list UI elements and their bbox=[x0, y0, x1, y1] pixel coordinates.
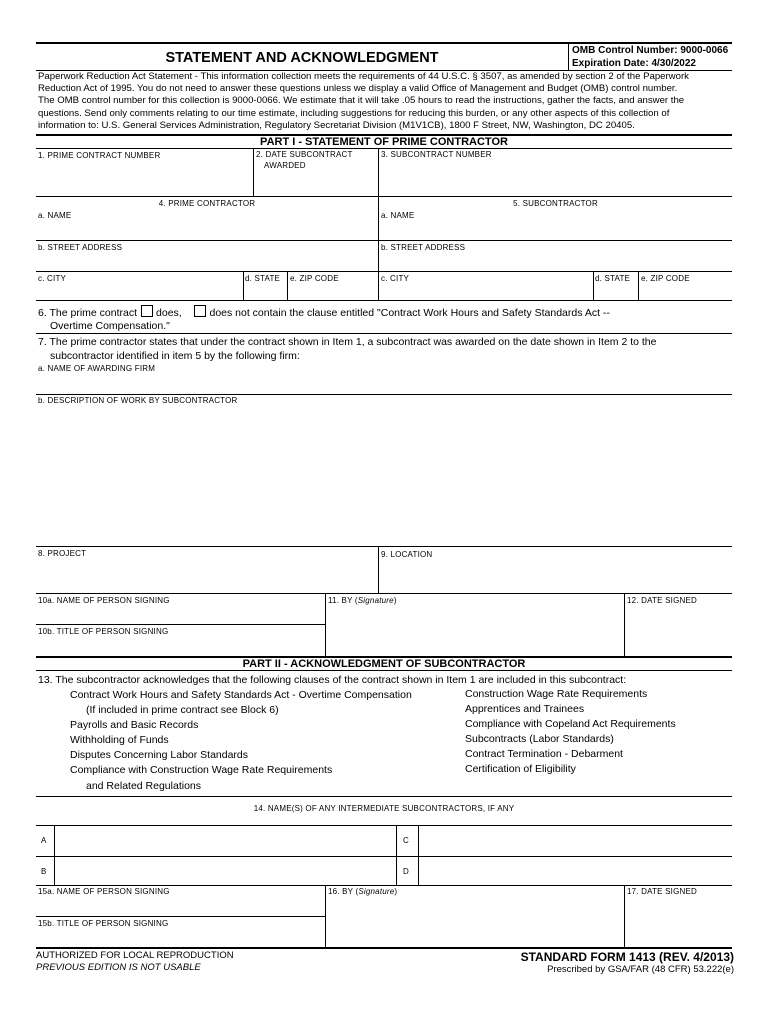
rule bbox=[36, 593, 732, 594]
divider bbox=[418, 825, 419, 885]
rule bbox=[36, 196, 732, 197]
omb-expiration-date: Expiration Date: 4/30/2022 bbox=[572, 58, 696, 69]
clause: Disputes Concerning Labor Standards bbox=[70, 749, 249, 762]
rule bbox=[36, 300, 732, 301]
title-person-signing-label: 10b. TITLE OF PERSON SIGNING bbox=[38, 627, 169, 636]
sub-street-label: b. STREET ADDRESS bbox=[381, 243, 466, 252]
divider bbox=[624, 885, 625, 948]
signature-label-prefix: 11. BY ( bbox=[328, 596, 358, 605]
clause: Compliance with Copeland Act Requirements bbox=[465, 718, 676, 731]
date-signed-label: 12. DATE SIGNED bbox=[627, 596, 697, 605]
row-b-label: B bbox=[41, 867, 47, 876]
sub-name-label: a. NAME bbox=[381, 211, 415, 220]
paperwork-line: questions. Send only comments relating to our time estimate, including suggestions for reducing this burden, or any other aspects of this collection of bbox=[38, 107, 670, 119]
omb-control-number: OMB Control Number: 9000-0066 bbox=[572, 45, 729, 56]
row-a-label: A bbox=[41, 836, 47, 845]
left-clauses bbox=[70, 688, 412, 794]
awarding-firm-label: a. NAME OF AWARDING FIRM bbox=[38, 364, 156, 373]
intermediate-subcontractors-label: 14. NAME(S) OF ANY INTERMEDIATE SUBCONTRACTORS, IF ANY bbox=[253, 804, 515, 813]
name-person-signing-field[interactable] bbox=[40, 607, 322, 623]
omb-divider bbox=[568, 43, 569, 71]
sub-zip-label: e. ZIP CODE bbox=[641, 274, 690, 283]
divider bbox=[325, 885, 326, 948]
prime-street-label: b. STREET ADDRESS bbox=[38, 243, 123, 252]
form-title: STATEMENT AND ACKNOWLEDGMENT bbox=[165, 50, 439, 66]
sub-title-person-signing-field[interactable] bbox=[40, 930, 322, 946]
sub-state-label: d. STATE bbox=[595, 274, 631, 283]
rule bbox=[36, 333, 732, 334]
sub-street-field[interactable] bbox=[382, 254, 728, 270]
prime-name-label: a. NAME bbox=[38, 211, 72, 220]
signature-label-suffix: ) bbox=[393, 596, 397, 605]
sub-zip-field[interactable] bbox=[641, 284, 729, 299]
item6-does-not-label: does not contain the clause entitled "Contract Work Hours and Safety Standards Act -- bbox=[209, 307, 610, 319]
right-clauses bbox=[465, 687, 676, 778]
intermediate-sub-b-field[interactable] bbox=[57, 859, 393, 883]
prime-street-field[interactable] bbox=[40, 254, 374, 270]
standard-form-number: STANDARD FORM 1413 (REV. 4/2013) bbox=[520, 950, 734, 964]
subcontract-number-field[interactable] bbox=[382, 162, 728, 193]
prime-contractor-label: 4. PRIME CONTRACTOR bbox=[158, 199, 256, 208]
divider bbox=[378, 148, 379, 196]
clause: (If included in prime contract see Block 6) bbox=[86, 704, 279, 717]
row-d-label: D bbox=[403, 867, 409, 876]
item7-line2: subcontractor identified in item 5 by the following firm: bbox=[50, 350, 300, 362]
item7-statement: 7. The prime contractor states that under the contract shown in Item 1, a subcontract was awarded on the date shown in Item 2 to the bbox=[38, 336, 657, 348]
rule bbox=[36, 394, 732, 395]
clause: Payrolls and Basic Records bbox=[70, 719, 199, 732]
item6-prefix: 6. The prime contract bbox=[38, 307, 138, 319]
prime-contract-number-field[interactable] bbox=[40, 163, 250, 193]
paperwork-line: The OMB control number for this collection is 9000-0066. We estimate that it will take .05 hours to read the instructions, gather the facts, and answer the bbox=[38, 95, 685, 107]
prime-state-field[interactable] bbox=[246, 284, 284, 299]
divider bbox=[253, 148, 254, 196]
paperwork-line: Paperwork Reduction Act Statement - This information collection meets the requirements of 44 U.S.C. § 3507, as amended by section 2 of the Paperwork bbox=[38, 71, 689, 82]
clause: Contract Termination - Debarment bbox=[465, 748, 623, 761]
clause: Certification of Eligibility bbox=[465, 763, 576, 776]
divider bbox=[378, 196, 379, 300]
prime-zip-field[interactable] bbox=[290, 284, 375, 299]
intermediate-sub-c-field[interactable] bbox=[421, 828, 729, 854]
prime-name-field[interactable] bbox=[40, 222, 374, 239]
description-of-work-field[interactable] bbox=[40, 408, 728, 544]
subcontract-number-label: 3. SUBCONTRACT NUMBER bbox=[381, 150, 492, 159]
prime-zip-label: e. ZIP CODE bbox=[290, 274, 339, 283]
rule bbox=[36, 885, 732, 886]
rule bbox=[36, 796, 732, 797]
rule bbox=[36, 546, 732, 547]
divider bbox=[54, 825, 55, 885]
sub-date-signed-label: 17. DATE SIGNED bbox=[627, 887, 697, 896]
location-label: 9. LOCATION bbox=[381, 550, 433, 559]
signature-field[interactable] bbox=[328, 607, 620, 653]
item6-statement bbox=[38, 305, 610, 320]
does-not-checkbox[interactable] bbox=[194, 305, 206, 317]
awarding-firm-field[interactable] bbox=[40, 375, 728, 393]
rule bbox=[36, 670, 732, 671]
clause: Withholding of Funds bbox=[70, 734, 169, 747]
divider bbox=[593, 271, 594, 300]
item6-line2: Overtime Compensation." bbox=[50, 320, 170, 332]
clause: Subcontracts (Labor Standards) bbox=[465, 733, 614, 746]
paperwork-line: information to: U.S. General Services Administration, Regulatory Secretariat Division (M1V1CB), 1800 F Street, NW, Washington, DC 20405. bbox=[38, 119, 635, 131]
intermediate-sub-a-field[interactable] bbox=[57, 828, 393, 854]
prime-city-label: c. CITY bbox=[38, 274, 67, 283]
sub-name-person-signing-label: 15a. NAME OF PERSON SIGNING bbox=[38, 887, 170, 896]
rule bbox=[36, 624, 325, 625]
rule bbox=[36, 916, 325, 917]
clause: Construction Wage Rate Requirements bbox=[465, 688, 648, 700]
divider bbox=[325, 593, 326, 656]
clause: and Related Regulations bbox=[86, 779, 201, 792]
location-field[interactable] bbox=[382, 562, 728, 590]
sub-state-field[interactable] bbox=[596, 284, 636, 299]
sub-date-signed-field[interactable] bbox=[627, 898, 729, 945]
divider bbox=[378, 546, 379, 593]
rule bbox=[36, 856, 732, 857]
name-person-signing-label: 10a. NAME OF PERSON SIGNING bbox=[38, 596, 170, 605]
item6-does-label: does, bbox=[156, 307, 182, 319]
row-c-label: C bbox=[403, 836, 409, 845]
sub-name-person-signing-field[interactable] bbox=[40, 898, 322, 914]
divider bbox=[638, 271, 639, 300]
rule bbox=[36, 271, 732, 272]
description-of-work-label: b. DESCRIPTION OF WORK BY SUBCONTRACTOR bbox=[38, 396, 238, 405]
signature-label bbox=[328, 596, 397, 606]
item13-statement: 13. The subcontractor acknowledges that the following clauses of the contract shown in Item 1 are included in this subcontract: bbox=[38, 674, 627, 686]
title-person-signing-field[interactable] bbox=[40, 638, 322, 654]
prime-contract-number-label: 1. PRIME CONTRACT NUMBER bbox=[38, 151, 161, 160]
top-border bbox=[36, 42, 732, 44]
sub-city-label: c. CITY bbox=[381, 274, 410, 283]
divider bbox=[624, 593, 625, 656]
sub-signature-label bbox=[328, 887, 397, 897]
sub-signature-label-prefix: 16. BY ( bbox=[328, 887, 359, 896]
sub-signature-field[interactable] bbox=[328, 898, 620, 945]
prime-city-field[interactable] bbox=[40, 284, 240, 299]
clause: Apprentices and Trainees bbox=[465, 703, 585, 716]
divider bbox=[287, 271, 288, 300]
authorized-reproduction: AUTHORIZED FOR LOCAL REPRODUCTION bbox=[36, 950, 234, 961]
subcontractor-label: 5. SUBCONTRACTOR bbox=[513, 199, 598, 208]
paperwork-line: Reduction Act of 1995. You do not need to answer these questions unless we display a valid Office of Management and Budget (OMB) control number. bbox=[38, 83, 678, 95]
intermediate-sub-d-field[interactable] bbox=[421, 859, 729, 883]
project-field[interactable] bbox=[40, 560, 374, 590]
date-subcontract-awarded-field[interactable] bbox=[256, 173, 374, 193]
part1-title: PART I - STATEMENT OF PRIME CONTRACTOR bbox=[260, 136, 508, 148]
sub-name-field[interactable] bbox=[382, 222, 728, 239]
sub-signature-word: Signature bbox=[358, 887, 395, 896]
previous-edition-note: PREVIOUS EDITION IS NOT USABLE bbox=[36, 962, 201, 973]
divider bbox=[396, 825, 397, 885]
date-subcontract-awarded-label: 2. DATE SUBCONTRACT bbox=[256, 150, 353, 159]
sub-city-field[interactable] bbox=[382, 284, 590, 299]
clause: Compliance with Construction Wage Rate Requirements bbox=[70, 764, 333, 777]
clause: Contract Work Hours and Safety Standards Act - Overtime Compensation bbox=[70, 689, 412, 701]
prime-state-label: d. STATE bbox=[245, 274, 281, 283]
prescribed-by: Prescribed by GSA/FAR (48 CFR) 53.222(e) bbox=[547, 964, 734, 975]
rule bbox=[36, 825, 732, 826]
signature-word: Signature bbox=[357, 596, 394, 605]
date-subcontract-awarded-label-2: AWARDED bbox=[264, 161, 306, 170]
bottom-border bbox=[36, 947, 732, 949]
project-label: 8. PROJECT bbox=[38, 549, 87, 558]
part2-title: PART II - ACKNOWLEDGMENT OF SUBCONTRACTOR bbox=[242, 658, 526, 670]
sub-title-person-signing-label: 15b. TITLE OF PERSON SIGNING bbox=[38, 919, 169, 928]
rule bbox=[36, 148, 732, 149]
date-signed-field[interactable] bbox=[627, 607, 729, 653]
sub-signature-label-suffix: ) bbox=[394, 887, 398, 896]
does-checkbox[interactable] bbox=[141, 305, 153, 317]
divider bbox=[243, 271, 244, 300]
paperwork-statement bbox=[38, 71, 732, 132]
rule bbox=[36, 240, 732, 241]
